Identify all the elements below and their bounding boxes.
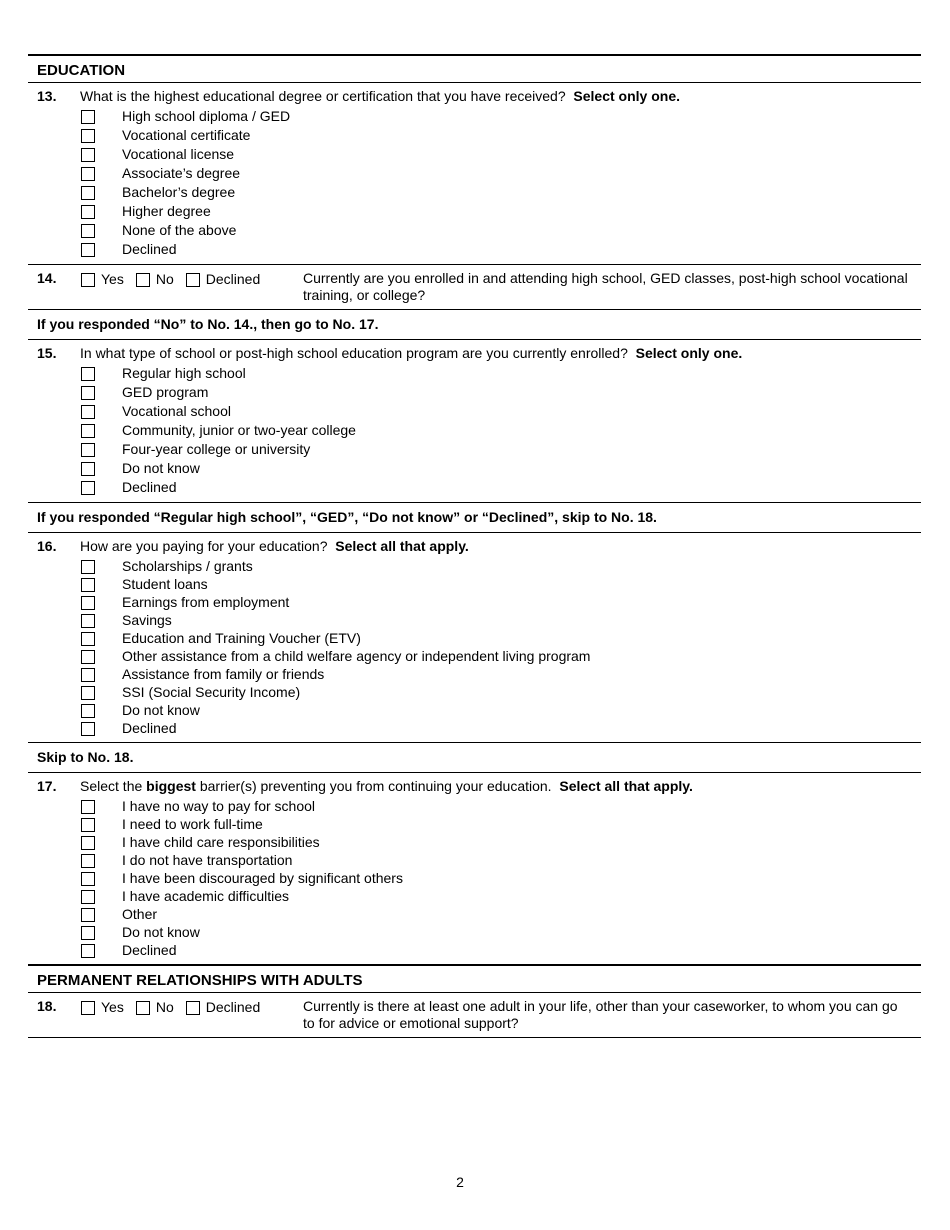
option-label: I have been discouraged by significant others [122, 870, 403, 886]
option-checkbox[interactable] [81, 668, 95, 682]
yes-checkbox[interactable] [81, 273, 95, 287]
option-checkbox[interactable] [81, 481, 95, 495]
option-item [81, 365, 921, 382]
question-15 [28, 340, 921, 503]
option-checkbox[interactable] [81, 890, 95, 904]
question-text: What is the highest educational degree or certification that you have received? Select only one. [80, 88, 680, 104]
option-checkbox[interactable] [81, 578, 95, 592]
skip-note: If you responded “No” to No. 14., then go to No. 17. [28, 310, 921, 340]
option-checkbox[interactable] [81, 704, 95, 718]
section-title-relationships: PERMANENT RELATIONSHIPS WITH ADULTS [28, 964, 921, 993]
option-item [81, 942, 921, 959]
option-item [81, 702, 921, 719]
option-label: I have academic difficulties [122, 888, 290, 904]
skip-note: Skip to No. 18. [28, 743, 921, 773]
option-label: Community, junior or two-year college [122, 422, 356, 438]
option-label: Do not know [122, 460, 200, 476]
question-13 [28, 83, 921, 265]
option-item [81, 648, 921, 665]
option-item [81, 165, 921, 182]
option-item [81, 888, 921, 905]
option-label: I need to work full-time [122, 816, 263, 832]
option-checkbox[interactable] [81, 560, 95, 574]
option-label: Do not know [122, 702, 200, 718]
option-checkbox[interactable] [81, 614, 95, 628]
option-checkbox[interactable] [81, 424, 95, 438]
option-label: Vocational license [122, 146, 235, 162]
option-item [81, 612, 921, 629]
option-label: Assistance from family or friends [122, 666, 325, 682]
question-text: Currently are you enrolled in and attending high school, GED classes, post-high school vocational training, or college? [303, 270, 908, 303]
option-checkbox[interactable] [81, 443, 95, 457]
option-item [81, 666, 921, 683]
question-number: 14. [37, 270, 57, 286]
option-label: I have child care responsibilities [122, 834, 320, 850]
option-label: Do not know [122, 924, 200, 940]
option-label: High school diploma / GED [122, 108, 291, 124]
declined-checkbox[interactable] [186, 273, 200, 287]
yes-no-group: Yes No Declined [81, 999, 272, 1016]
option-checkbox[interactable] [81, 632, 95, 646]
option-label: Other [122, 906, 158, 922]
option-label: Earnings from employment [122, 594, 290, 610]
yes-checkbox[interactable] [81, 1001, 95, 1015]
question-18 [28, 993, 921, 1038]
option-checkbox[interactable] [81, 944, 95, 958]
option-item [81, 576, 921, 593]
option-label: Associate’s degree [122, 165, 241, 181]
question-text: Select the biggest barrier(s) preventing you from continuing your education. Select all that apply. [80, 778, 693, 794]
option-item [81, 924, 921, 941]
option-label: GED program [122, 384, 209, 400]
option-item [81, 870, 921, 887]
option-checkbox[interactable] [81, 110, 95, 124]
option-checkbox[interactable] [81, 872, 95, 886]
question-text: How are you paying for your education? Select all that apply. [80, 538, 469, 554]
option-checkbox[interactable] [81, 148, 95, 162]
option-item [81, 852, 921, 869]
option-checkbox[interactable] [81, 462, 95, 476]
question-number: 17. [37, 778, 57, 794]
section-title-education: EDUCATION [28, 54, 921, 83]
option-checkbox[interactable] [81, 243, 95, 257]
options-list [81, 555, 921, 742]
option-label: Vocational certificate [122, 127, 251, 143]
option-label: Student loans [122, 576, 208, 592]
skip-note: If you responded “Regular high school”, “GED”, “Do not know” or “Declined”, skip to No. 18. [28, 503, 921, 533]
option-label: Savings [122, 612, 172, 628]
option-checkbox[interactable] [81, 405, 95, 419]
option-label: Declined [122, 479, 177, 495]
option-item [81, 798, 921, 815]
option-label: Declined [122, 942, 177, 958]
option-checkbox[interactable] [81, 186, 95, 200]
option-item [81, 906, 921, 923]
option-label: Vocational school [122, 403, 231, 419]
option-item [81, 479, 921, 496]
option-label: SSI (Social Security Income) [122, 684, 301, 700]
option-item [81, 241, 921, 258]
option-item [81, 403, 921, 420]
option-checkbox[interactable] [81, 908, 95, 922]
option-label: None of the above [122, 222, 237, 238]
option-checkbox[interactable] [81, 722, 95, 736]
option-checkbox[interactable] [81, 167, 95, 181]
question-instruction: Select all that apply. [559, 778, 693, 794]
option-label: Higher degree [122, 203, 211, 219]
option-label: I have no way to pay for school [122, 798, 315, 814]
question-number: 18. [37, 998, 57, 1014]
no-checkbox[interactable] [136, 273, 150, 287]
option-label: Scholarships / grants [122, 558, 253, 574]
options-list [81, 362, 921, 502]
option-item [81, 146, 921, 163]
option-item [81, 384, 921, 401]
option-label: Bachelor’s degree [122, 184, 236, 200]
question-17 [28, 773, 921, 964]
option-checkbox[interactable] [81, 596, 95, 610]
option-checkbox[interactable] [81, 854, 95, 868]
option-item [81, 203, 921, 220]
option-item [81, 127, 921, 144]
question-instruction: Select only one. [573, 88, 680, 104]
option-item [81, 441, 921, 458]
option-checkbox[interactable] [81, 129, 95, 143]
option-checkbox[interactable] [81, 818, 95, 832]
option-item [81, 558, 921, 575]
option-item [81, 222, 921, 239]
question-instruction: Select all that apply. [335, 538, 469, 554]
option-item [81, 720, 921, 737]
question-instruction: Select only one. [635, 345, 743, 361]
option-item [81, 630, 921, 647]
question-number: 15. [37, 345, 57, 361]
option-label: Declined [122, 720, 177, 736]
option-checkbox[interactable] [81, 386, 95, 400]
option-checkbox[interactable] [81, 650, 95, 664]
option-item [81, 834, 921, 851]
option-checkbox[interactable] [81, 836, 95, 850]
option-checkbox[interactable] [81, 800, 95, 814]
option-checkbox[interactable] [81, 926, 95, 940]
option-label: Other assistance from a child welfare agency or independent living program [122, 648, 591, 664]
option-item [81, 684, 921, 701]
option-item [81, 422, 921, 439]
no-checkbox[interactable] [136, 1001, 150, 1015]
option-label: Declined [122, 241, 177, 257]
option-item [81, 184, 921, 201]
options-list [81, 105, 921, 264]
option-label: Regular high school [122, 365, 246, 381]
question-14 [28, 265, 921, 310]
page-number: 2 [456, 1174, 464, 1190]
option-item [81, 460, 921, 477]
form-page [28, 54, 921, 1038]
option-item [81, 594, 921, 611]
option-item [81, 108, 921, 125]
question-text: Currently is there at least one adult in your life, other than your caseworker, to whom you can go to for advice or emotional support? [303, 998, 898, 1031]
option-checkbox[interactable] [81, 367, 95, 381]
option-checkbox[interactable] [81, 224, 95, 238]
option-label: I do not have transportation [122, 852, 293, 868]
declined-checkbox[interactable] [186, 1001, 200, 1015]
option-label: Four-year college or university [122, 441, 311, 457]
yes-no-group: Yes No Declined [81, 271, 272, 288]
question-text: In what type of school or post-high school education program are you currently enrolled? Select only one. [80, 345, 743, 361]
question-number: 16. [37, 538, 57, 554]
option-checkbox[interactable] [81, 205, 95, 219]
option-label: Education and Training Voucher (ETV) [122, 630, 361, 646]
question-number: 13. [37, 88, 57, 104]
options-list [81, 795, 921, 964]
option-item [81, 816, 921, 833]
question-16 [28, 533, 921, 743]
option-checkbox[interactable] [81, 686, 95, 700]
